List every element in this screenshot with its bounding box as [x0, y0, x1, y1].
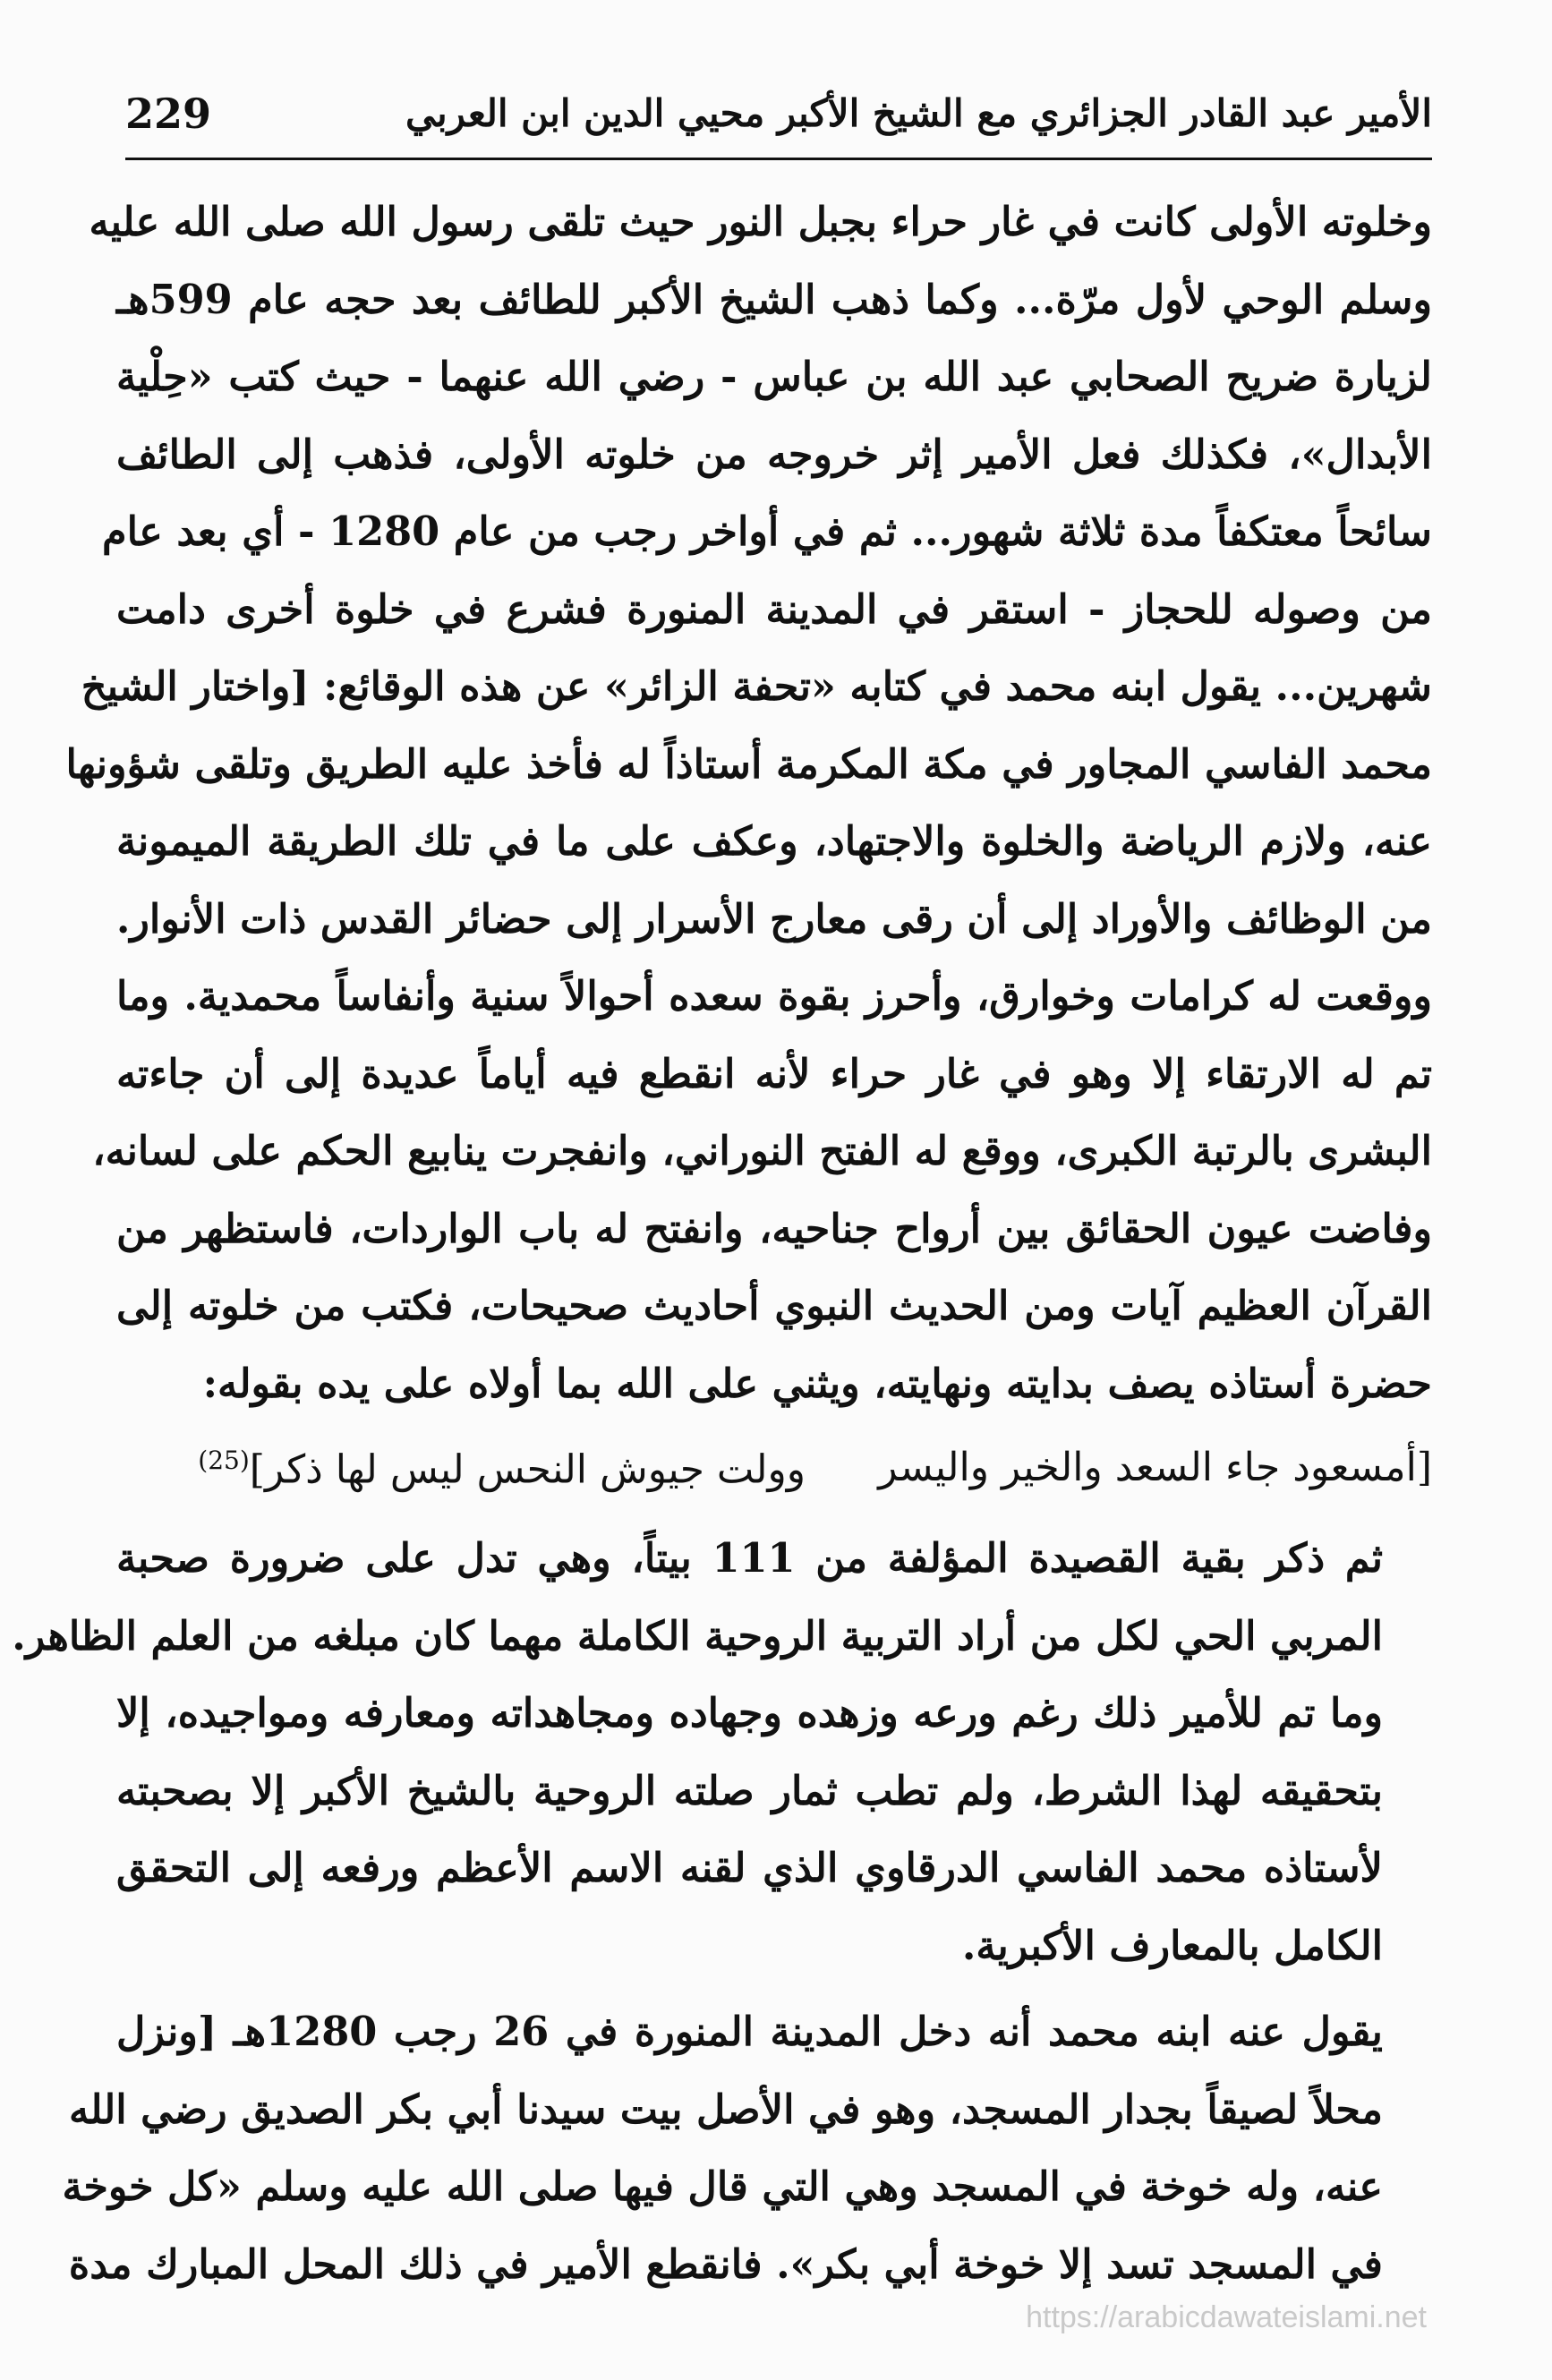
- text-line: يقول عنه ابنه محمد أنه دخل المدينة المنورة في 26 رجب 1280هـ [ونزل: [116, 2008, 1383, 2055]
- text-line: ثم ذكر بقية القصيدة المؤلفة من 111 بيتاً، وهي تدل على ضرورة صحبة: [116, 1534, 1383, 1582]
- text-line: من وصوله للحجاز - استقر في المدينة المنورة فشرع في خلوة أخرى دامت: [116, 584, 1432, 633]
- text-line: لزيارة ضريح الصحابي عبد الله بن عباس - رضي الله عنهما - حيث كتب «حِلْية: [116, 353, 1432, 400]
- text-line: عنه، ولازم الرياضة والخلوة والاجتهاد، وعكف على ما في تلك الطريقة الميمونة: [116, 817, 1432, 865]
- footnote-marker: (25): [198, 1446, 250, 1475]
- page-header: [125, 82, 1432, 154]
- poetry-verse: [116, 1422, 1432, 1507]
- text-line: وسلم الوحي لأول مرّة... وكما ذهب الشيخ الأكبر للطائف بعد حجه عام 599هـ: [116, 275, 1432, 323]
- page-number: 229: [125, 90, 212, 138]
- paragraph-1: [65, 183, 1432, 1422]
- header-rule: [125, 158, 1432, 160]
- text-line: محمد الفاسي المجاور في مكة المكرمة أستاذاً له فأخذ عليه الطريق وتلقى شؤونها: [65, 739, 1432, 788]
- text-line: حضرة أستاذه يصف بدايته ونهايته، ويثني على الله بما أولاه على يده بقوله:: [202, 1359, 1432, 1407]
- text-line: القرآن العظيم آيات ومن الحديث النبوي أحاديث صحيحات، فكتب من خلوته إلى: [116, 1282, 1432, 1329]
- text-line: في المسجد تسد إلا خوخة أبي بكر». فانقطع الأمير في ذلك المحل المبارك مدة: [68, 2239, 1383, 2288]
- text-line: الأبدال»، فكذلك فعل الأمير إثر خروجه من خلوته الأولى، فذهب إلى الطائف: [116, 430, 1432, 478]
- verse-close-bracket: ]: [249, 1446, 265, 1493]
- running-title: الأمير عبد القادر الجزائري مع الشيخ الأكبر محيي الدين ابن العربي: [405, 91, 1432, 135]
- text-line: سائحاً معتكفاً مدة ثلاثة شهور... ثم في أواخر رجب من عام 1280 - أي بعد عام: [102, 508, 1432, 555]
- text-line: ووقعت له كرامات وخوارق، وأحرز بقوة سعده أحوالاً سنية وأنفاساً محمدية. وما: [116, 972, 1432, 1019]
- text-line: بتحقيقه لهذا الشرط، ولم تطب ثمار صلته الروحية بالشيخ الأكبر إلا بصحبته: [116, 1766, 1383, 1814]
- verse-hemistich-2: [198, 1422, 806, 1509]
- verse-hemistich-2-text: وولت جيوش النحس ليس لها ذكر: [264, 1446, 806, 1493]
- verse-hemistich-1-text: أمسعود جاء السعد والخير واليسر: [878, 1445, 1417, 1490]
- paragraph-2: [12, 1520, 1432, 1984]
- verse-open-bracket: [: [1416, 1445, 1432, 1490]
- text-line: شهرين... يقول ابنه محمد في كتابه «تحفة الزائر» عن هذه الوقائع: [واختار الشيخ: [81, 662, 1432, 710]
- text-line: عنه، وله خوخة في المسجد وهي التي قال فيها صلى الله عليه وسلم «كل خوخة: [62, 2162, 1383, 2210]
- paragraph-3: [62, 1993, 1432, 2303]
- text-line: تم له الارتقاء إلا وهو في غار حراء لأنه انقطع فيه أياماً عديدة إلى أن جاءته: [116, 1049, 1432, 1097]
- text-line: وخلوته الأولى كانت في غار حراء بجبل النور حيث تلقى رسول الله صلى الله عليه: [89, 198, 1432, 245]
- text-line: وفاضت عيون الحقائق بين أرواح جناحيه، وانفتح له باب الواردات، فاستظهر من: [116, 1204, 1432, 1252]
- text-line: الكامل بالمعارف الأكبرية.: [961, 1921, 1383, 1969]
- body-text: [12, 183, 1432, 2303]
- text-line: محلاً لصيقاً بجدار المسجد، وهو في الأصل بيت سيدنا أبي بكر الصديق رضي الله: [68, 2085, 1383, 2133]
- text-line: وما تم للأمير ذلك رغم ورعه وزهده وجهاده ومجاهداته ومعارفه ومواجيده، إلا: [116, 1689, 1383, 1736]
- text-line: من الوظائف والأوراد إلى أن رقى معارج الأسرار إلى حضائر القدس ذات الأنوار.: [115, 894, 1432, 943]
- verse-hemistich-1: [878, 1429, 1432, 1507]
- text-line: المربي الحي لكل من أراد التربية الروحية الكاملة مهما كان مبلغه من العلم الظاهر.: [12, 1611, 1383, 1659]
- text-line: لأستاذه محمد الفاسي الدرقاوي الذي لقنه الاسم الأعظم ورفعه إلى التحقق: [116, 1844, 1383, 1891]
- text-line: البشرى بالرتبة الكبرى، ووقع له الفتح النوراني، وانفجرت ينابيع الحكم على لسانه،: [92, 1127, 1432, 1174]
- watermark-url: https://arabicdawateislami.net: [1026, 2300, 1427, 2334]
